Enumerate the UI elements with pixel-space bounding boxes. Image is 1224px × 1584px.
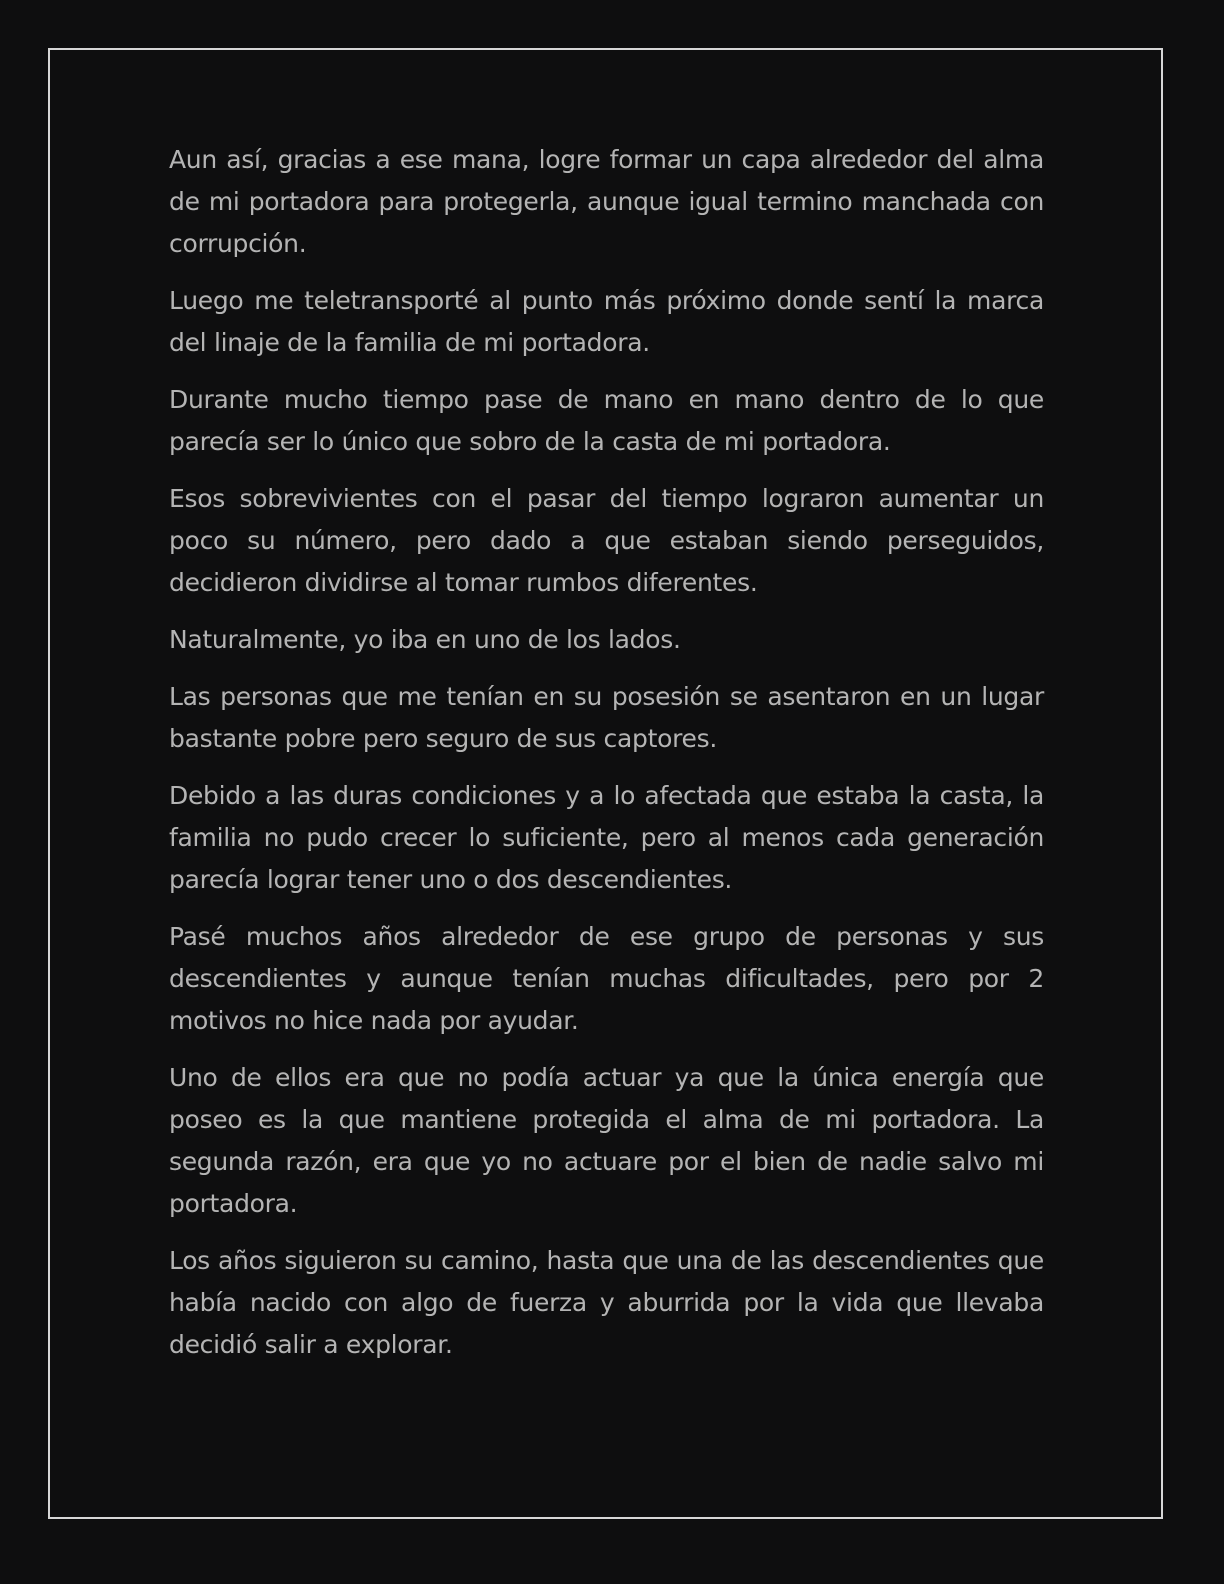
paragraph-5: Naturalmente, yo iba en uno de los lados. — [169, 625, 681, 654]
paragraph-1: Aun así, gracias a ese mana, logre formar un capa alrededor del alma de mi portadora para protegerla, aunque igual termino manchada con corrupción. — [169, 145, 1044, 258]
paragraph-7: Debido a las duras condiciones y a lo afectada que estaba la casta, la familia no pudo crecer lo suficiente, pero al menos cada generación parecía lograr tener uno o dos descendientes. — [169, 781, 1044, 894]
paragraph-10: Los años siguieron su camino, hasta que una de las descendientes que había nacido con algo de fuerza y aburrida por la vida que llevaba decidió salir a explorar. — [169, 1246, 1044, 1359]
paragraph-9: Uno de ellos era que no podía actuar ya que la única energía que poseo es la que mantiene protegida el alma de mi portadora. La segunda razón, era que yo no actuare por el bien de nadie salvo mi portadora. — [169, 1063, 1044, 1218]
paragraph-6: Las personas que me tenían en su posesión se asentaron en un lugar bastante pobre pero seguro de sus captores. — [169, 682, 1044, 753]
paragraph-2: Luego me teletransporté al punto más próximo donde sentí la marca del linaje de la familia de mi portadora. — [169, 286, 1044, 357]
paragraph-3: Durante mucho tiempo pase de mano en mano dentro de lo que parecía ser lo único que sobro de la casta de mi portadora. — [169, 385, 1044, 456]
paragraph-4: Esos sobrevivientes con el pasar del tiempo lograron aumentar un poco su número, pero dado a que estaban siendo perseguidos, decidieron dividirse al tomar rumbos diferentes. — [169, 484, 1044, 597]
paragraph-8: Pasé muchos años alrededor de ese grupo de personas y sus descendientes y aunque tenían muchas dificultades, pero por 2 motivos no hice nada por ayudar. — [169, 922, 1044, 1035]
document-body — [169, 139, 1044, 1381]
